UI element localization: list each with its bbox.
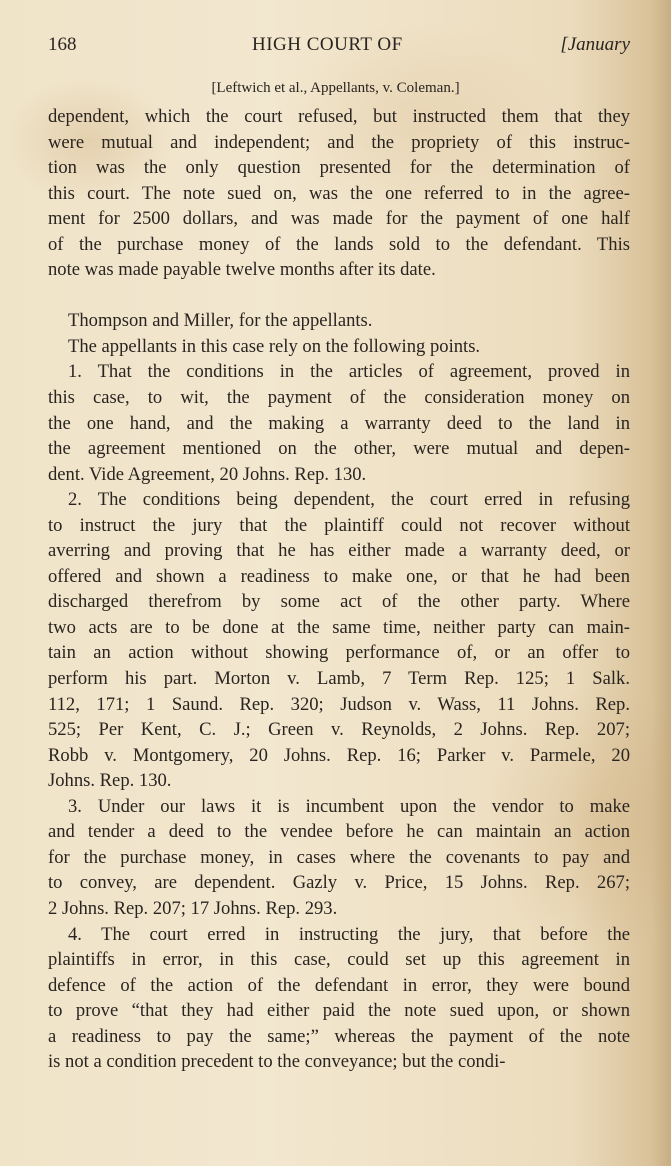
page-body bbox=[48, 104, 630, 1075]
text-line: for the purchase money, in cases where the covenants to pay and bbox=[48, 846, 630, 868]
text-line: the one hand, and the making a warranty deed to the land in bbox=[48, 412, 630, 434]
text-line: Johns. Rep. 130. bbox=[48, 770, 172, 792]
text-line: averring and proving that he has either made a warranty deed, or bbox=[48, 540, 630, 562]
text-line: discharged therefrom by some act of the other party. Where bbox=[48, 591, 630, 613]
text-line: to instruct the jury that the plaintiff could not recover without bbox=[48, 514, 630, 536]
text-line: dependent, which the court refused, but instructed them that they bbox=[48, 106, 630, 127]
text-line: a readiness to pay the same;” whereas the payment of the note bbox=[48, 1025, 630, 1047]
text-line: 112, 171; 1 Saund. Rep. 320; Judson v. Wass, 11 Johns. Rep. bbox=[48, 693, 630, 715]
text-line: 2. The conditions being dependent, the court erred in refusing bbox=[68, 489, 630, 511]
text-line: two acts are to be done at the same time, neither party can main- bbox=[48, 616, 630, 638]
paragraph bbox=[48, 359, 630, 487]
text-line: note was made payable twelve months after its date. bbox=[48, 259, 436, 281]
text-line: The appellants in this case rely on the following points. bbox=[68, 335, 481, 357]
text-line: 4. The court erred in instructing the jury, that before the bbox=[68, 923, 630, 945]
running-title: HIGH COURT OF bbox=[252, 34, 403, 55]
text-line: of the purchase money of the lands sold to the defendant. This bbox=[48, 233, 630, 255]
text-line: the agreement mentioned on the other, were mutual and depen- bbox=[48, 438, 630, 460]
paragraph bbox=[48, 334, 630, 360]
running-month: [January bbox=[560, 34, 630, 55]
text-line: plaintiffs in error, in this case, could set up this agreement in bbox=[48, 949, 630, 971]
text-line: this court. The note sued on, was the one referred to in the agree- bbox=[48, 182, 630, 204]
paragraph bbox=[48, 104, 630, 283]
text-line: 2 Johns. Rep. 207; 17 Johns. Rep. 293. bbox=[48, 897, 338, 919]
text-line: 1. That the conditions in the articles of agreement, proved in bbox=[68, 361, 630, 383]
text-line: ment for 2500 dollars, and was made for the payment of one half bbox=[48, 208, 630, 230]
text-line: 3. Under our laws it is incumbent upon the vendor to make bbox=[68, 795, 630, 817]
text-line: Thompson and Miller, for the appellants. bbox=[68, 310, 373, 332]
text-line: were mutual and independent; and the propriety of this instruc- bbox=[48, 131, 630, 153]
text-line: defence of the action of the defendant in error, they were bound bbox=[48, 974, 630, 996]
text-line: perform his part. Morton v. Lamb, 7 Term Rep. 125; 1 Salk. bbox=[48, 668, 630, 690]
page-header bbox=[48, 34, 630, 64]
text-line: tain an action without showing performance of, or an offer to bbox=[48, 642, 630, 664]
paragraph bbox=[48, 308, 630, 334]
page-number: 168 bbox=[48, 34, 77, 55]
paragraph bbox=[48, 487, 630, 794]
text-line: is not a condition precedent to the conveyance; but the condi- bbox=[48, 1051, 506, 1073]
text-line: dent. Vide Agreement, 20 Johns. Rep. 130. bbox=[48, 463, 367, 485]
paragraph bbox=[48, 922, 630, 1075]
text-line: offered and shown a readiness to make one, or that he had been bbox=[48, 565, 630, 587]
text-line: to convey, are dependent. Gazly v. Price, 15 Johns. Rep. 267; bbox=[48, 872, 630, 894]
text-line: and tender a deed to the vendee before he can maintain an action bbox=[48, 821, 630, 843]
paragraph bbox=[48, 794, 630, 922]
text-line: tion was the only question presented for the determination of bbox=[48, 157, 630, 179]
case-caption: [Leftwich et al., Appellants, v. Coleman.] bbox=[211, 80, 460, 96]
text-line: Robb v. Montgomery, 20 Johns. Rep. 16; Parker v. Parmele, 20 bbox=[48, 744, 630, 766]
text-line: this case, to wit, the payment of the consideration money on bbox=[48, 387, 630, 409]
text-line: to prove “that they had either paid the note sued upon, or shown bbox=[48, 1000, 630, 1022]
paragraph-gap bbox=[48, 283, 630, 309]
text-line: 525; Per Kent, C. J.; Green v. Reynolds, 2 Johns. Rep. 207; bbox=[48, 719, 630, 741]
